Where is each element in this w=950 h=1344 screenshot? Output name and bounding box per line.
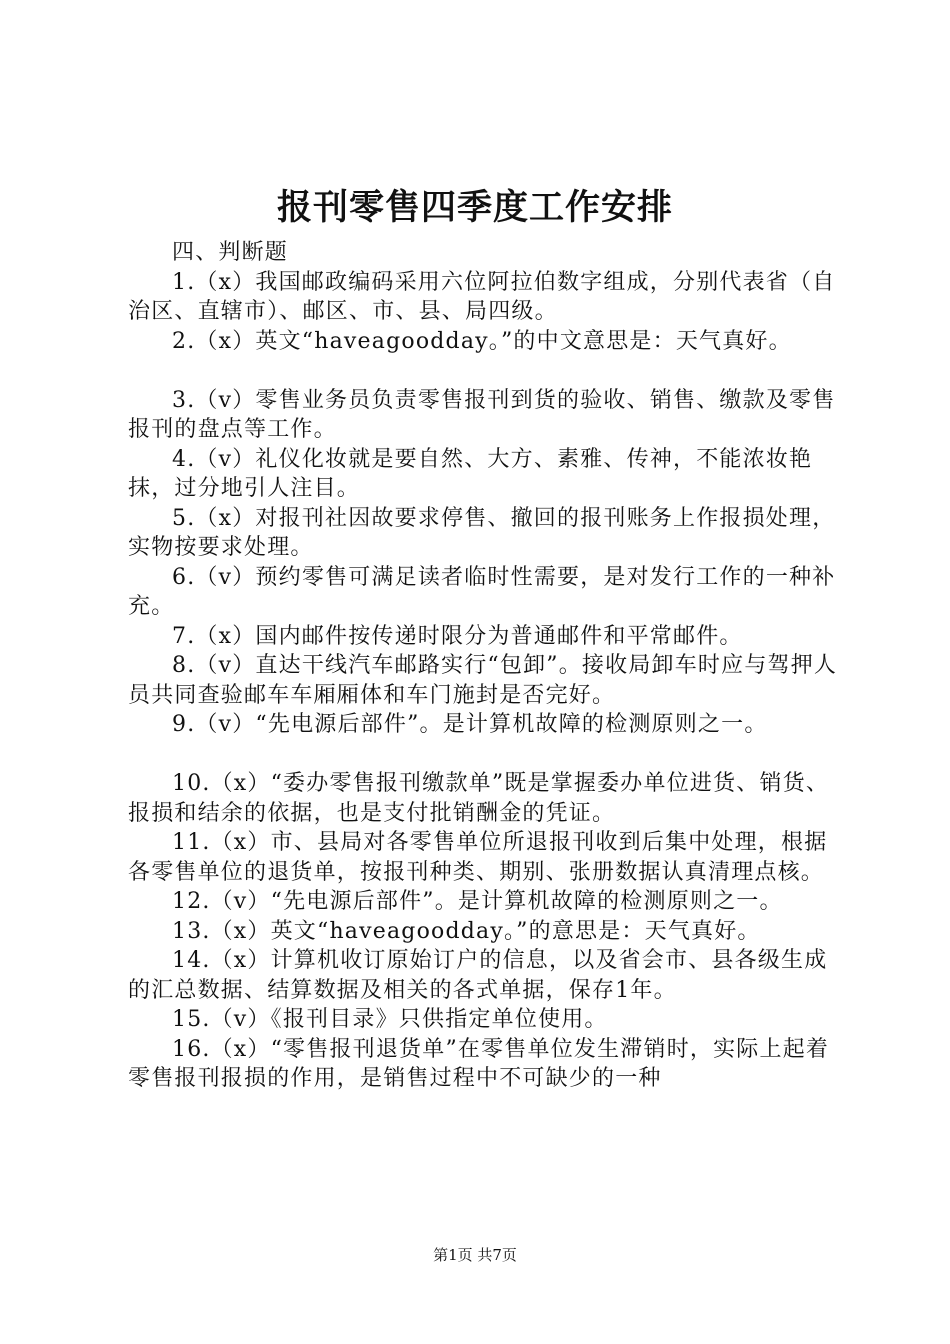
judgment-item-11: 11.（x）市、县局对各零售单位所退报刊收到后集中处理，根据各零售单位的退货单，按报刊种类、期别、张册数据认真清理点核。 — [128, 830, 828, 885]
page-number: 第1页 共7页 — [433, 1246, 517, 1264]
judgment-item-7: 7.（x）国内邮件按传递时限分为普通邮件和平常邮件。 — [172, 623, 743, 649]
judgment-item-4: 4.（v）礼仪化妆就是要自然、大方、素雅、传神，不能浓妆艳抹，过分地引人注目。 — [128, 446, 813, 501]
judgment-item-9: 9.（v）“先电源后部件”。是计算机故障的检测原则之一。 — [172, 712, 768, 737]
judgment-item-16: 16.（x）“零售报刊退货单”在零售单位发生滞销时，实际上起着零售报刊报损的作用，是销售过程中不可缺少的一种 — [128, 1036, 830, 1091]
judgment-item-12: 12.（v）“先电源后部件”。是计算机故障的检测原则之一。 — [172, 889, 783, 914]
judgment-item-14: 14.（x）计算机收订原始订户的信息，以及省会市、县各级生成的汇总数据、结算数据及相关的各式单据，保存1年。 — [128, 948, 828, 1003]
judgment-item-5: 5.（x）对报刊社因故要求停售、撤回的报刊账务上作报损处理，实物按要求处理。 — [128, 505, 836, 560]
judgment-item-2: 2.（x）英文“haveagoodday。”的中文意思是：天气真好。 — [172, 328, 792, 354]
judgment-item-1: 1.（x）我国邮政编码采用六位阿拉伯数字组成，分别代表省（自治区、直辖市）、邮区、市、县、局四级。 — [128, 269, 836, 324]
document-body — [128, 238, 840, 1094]
section-heading: 四、判断题 — [172, 240, 289, 265]
judgment-item-6: 6.（v）预约零售可满足读者临时性需要，是对发行工作的一种补充。 — [128, 564, 836, 619]
judgment-item-13: 13.（x）英文“haveagoodday。”的意思是：天气真好。 — [172, 918, 761, 944]
judgment-item-15: 15.（v）《报刊目录》只供指定单位使用。 — [172, 1007, 608, 1032]
judgment-item-3: 3.（v）零售业务员负责零售报刊到货的验收、销售、缴款及零售报刊的盘点等工作。 — [128, 387, 836, 442]
document-title: 报刊零售四季度工作安排 — [276, 187, 673, 228]
judgment-item-8: 8.（v）直达干线汽车邮路实行“包卸”。接收局卸车时应与驾押人员共同查验邮车车厢厢体和车门施封是否完好。 — [128, 653, 838, 708]
paragraph-gap — [128, 740, 840, 770]
judgment-item-10: 10.（x）“委办零售报刊缴款单”既是掌握委办单位进货、销货、报损和结余的依据，也是支付批销酬金的凭证。 — [128, 771, 830, 826]
paragraph-gap — [128, 356, 840, 386]
